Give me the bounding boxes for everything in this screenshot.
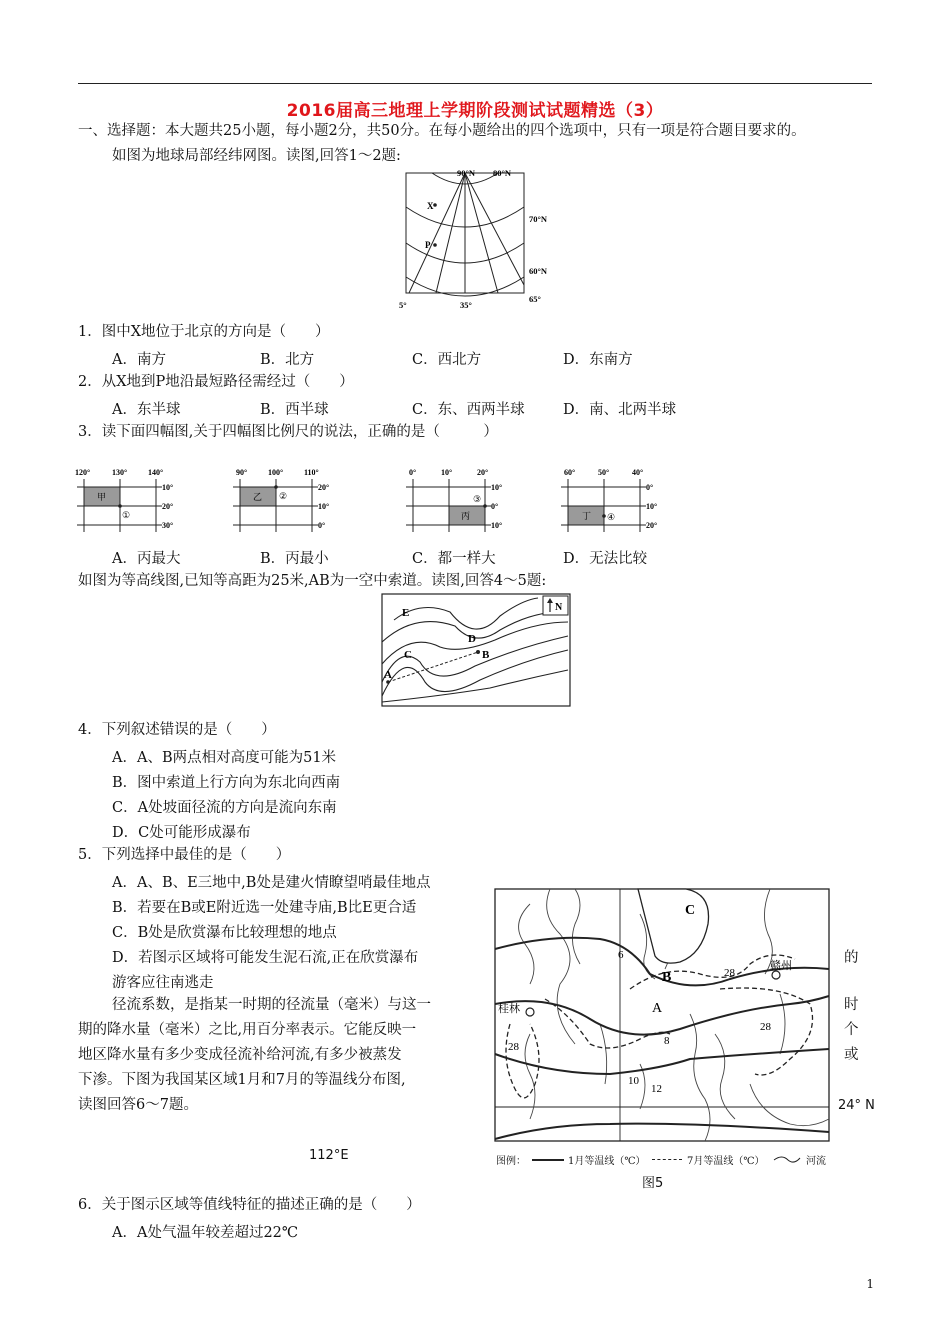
isotherm-28-east: 28 (724, 967, 735, 979)
svg-text:0°: 0° (318, 521, 326, 530)
point-d: D (468, 633, 476, 645)
q3-option-c: C．都一样大 (412, 551, 496, 567)
svg-text:20°: 20° (477, 468, 489, 477)
para-line-5: 读图回答6～7题。 (78, 1097, 198, 1113)
q3-stem: 3．读下面四幅图,关于四幅图比例尺的说法，正确的是（ ） (78, 424, 498, 440)
contour-figure (380, 592, 575, 710)
isotherm-12: 12 (651, 1083, 662, 1095)
figure-legend: 图例： 1月等温线（℃） 7月等温线（℃） 河流 (496, 1152, 836, 1168)
q2-option-a: A．东半球 (112, 402, 181, 418)
grid-yi (228, 462, 348, 542)
svg-text:60°: 60° (564, 468, 576, 477)
north-label: N (555, 602, 563, 613)
q5-option-b: B．若要在B或E附近选一处建寺庙,B比E更合适 (112, 900, 417, 916)
ganzhou-label: 赣州 (770, 960, 792, 972)
svg-text:③: ③ (473, 494, 482, 504)
q5-option-c: C．B处是欣赏瀑布比较理想的地点 (112, 925, 337, 941)
label-60n: 60°N (529, 266, 548, 276)
label-65: 65° (529, 294, 541, 304)
svg-text:②: ② (279, 491, 288, 501)
svg-text:0°: 0° (491, 502, 499, 511)
graticule-figure (395, 165, 560, 315)
q2-option-b: B．西半球 (260, 402, 329, 418)
point-e: E (402, 607, 410, 619)
q3-option-b: B．丙最小 (260, 551, 329, 567)
q5-option-d-end: 的 (844, 950, 859, 966)
guilin-label: 桂林 (498, 1003, 520, 1015)
svg-text:30°: 30° (162, 521, 174, 530)
point-a-label: A (652, 1001, 663, 1016)
page-title: 2016届高三地理上学期阶段测试试题精选（3） (286, 101, 664, 121)
para-line-1: 径流系数，是指某一时期的径流量（毫米）与这一 (112, 997, 431, 1013)
para-line-2-end: 个 (844, 1022, 859, 1038)
figure-caption: 图5 (642, 1176, 664, 1191)
svg-text:140°: 140° (148, 468, 164, 477)
q1-stem: 1．图中X地位于北京的方向是（ ） (78, 324, 330, 340)
isotherm-8: 8 (664, 1035, 670, 1047)
legend-river-icon (772, 1152, 802, 1166)
q4-option-c: C．A处坡面径流的方向是流向东南 (112, 800, 337, 816)
isotherm-figure (490, 884, 835, 1144)
svg-text:10°: 10° (646, 502, 658, 511)
svg-text:10°: 10° (491, 521, 503, 530)
q5-option-d: D．若图示区域将可能发生泥石流,正在欣赏瀑布 (112, 950, 419, 966)
isotherm-28-southeast: 28 (760, 1021, 771, 1033)
grid-yi-cell: 乙 (253, 492, 263, 502)
para-line-3: 地区降水量有多少变成径流补给河流,有多少被蒸发 (78, 1047, 402, 1063)
svg-text:130°: 130° (112, 468, 128, 477)
q3-option-a: A．丙最大 (112, 551, 181, 567)
svg-text:10°: 10° (441, 468, 453, 477)
svg-text:10°: 10° (491, 483, 503, 492)
grid-jia-cell: 甲 (97, 492, 107, 502)
svg-text:①: ① (122, 510, 131, 520)
point-c: C (404, 649, 412, 661)
intro-q4-5: 如图为等高线图,已知等高距为25米,AB为一空中索道。读图,回答4～5题: (78, 573, 547, 589)
q5-option-d-cont: 游客应往南逃走 (112, 975, 214, 991)
intro-q1-2: 如图为地球局部经纬网图。读图,回答1～2题: (112, 148, 401, 164)
q5-option-a: A．A、B、E三地中,B处是建火情瞭望哨最佳地点 (112, 875, 431, 891)
header-rule (78, 83, 872, 84)
label-5: 5° (399, 300, 407, 310)
para-line-1-end: 时 (844, 997, 859, 1013)
q6-stem: 6．关于图示区域等值线特征的描述正确的是（ ） (78, 1197, 421, 1213)
region-c-label: C (685, 903, 696, 918)
grid-ding-cell: 丁 (582, 511, 592, 521)
isotherm-6: 6 (618, 949, 624, 961)
svg-text:20°: 20° (318, 483, 330, 492)
q1-option-b: B．北方 (260, 352, 315, 368)
section-heading: 一、选择题：本大题共25小题，每小题2分，共50分。在每小题给出的四个选项中，只有一项是符合题目要求的。 (78, 123, 806, 139)
label-80n: 80°N (493, 168, 512, 178)
svg-text:0°: 0° (646, 483, 654, 492)
para-line-4: 下渗。下图为我国某区域1月和7月的等温线分布图, (78, 1072, 406, 1088)
svg-text:90°: 90° (236, 468, 248, 477)
point-a: A (384, 669, 392, 681)
page-number: 1 (866, 1277, 874, 1291)
svg-text:110°: 110° (304, 468, 319, 477)
q4-option-a: A．A、B两点相对高度可能为51米 (112, 750, 337, 766)
para-line-3-end: 或 (844, 1047, 859, 1063)
grid-bing (401, 462, 521, 542)
longitude-label: 112°E (309, 1148, 349, 1163)
svg-text:④: ④ (607, 512, 616, 522)
grid-ding (556, 462, 676, 542)
svg-text:10°: 10° (318, 502, 330, 511)
label-70n: 70°N (529, 214, 548, 224)
legend-jul-line (652, 1159, 682, 1160)
svg-text:20°: 20° (162, 502, 174, 511)
q2-option-d: D．南、北两半球 (563, 402, 677, 418)
q6-option-a: A．A处气温年较差超过22℃ (112, 1225, 299, 1241)
label-90n: 90°N (457, 168, 476, 178)
svg-text:20°: 20° (646, 521, 658, 530)
q1-option-d: D．东南方 (563, 352, 633, 368)
q4-stem: 4．下列叙述错误的是（ ） (78, 722, 276, 738)
svg-text:40°: 40° (632, 468, 644, 477)
q1-option-c: C．西北方 (412, 352, 482, 368)
svg-text:10°: 10° (162, 483, 174, 492)
grid-bing-cell: 丙 (461, 511, 471, 521)
q2-option-c: C．东、西两半球 (412, 402, 525, 418)
label-x: X (427, 201, 434, 211)
isotherm-28-west: 28 (508, 1041, 519, 1053)
q1-option-a: A．南方 (112, 352, 166, 368)
grid-jia (72, 462, 192, 542)
label-35: 35° (460, 300, 472, 310)
svg-text:0°: 0° (409, 468, 417, 477)
legend-jan-line (532, 1159, 564, 1161)
latitude-label: 24° N (838, 1098, 875, 1113)
svg-text:50°: 50° (598, 468, 610, 477)
q5-stem: 5．下列选择中最佳的是（ ） (78, 847, 291, 863)
svg-text:120°: 120° (75, 468, 91, 477)
q2-stem: 2．从X地到P地沿最短路径需经过（ ） (78, 374, 354, 390)
point-b: B (482, 649, 490, 661)
point-b-label: B (662, 970, 672, 985)
label-p: P (425, 240, 431, 250)
q4-option-b: B．图中索道上行方向为东北向西南 (112, 775, 341, 791)
q4-option-d: D．C处可能形成瀑布 (112, 825, 251, 841)
isotherm-10: 10 (628, 1075, 639, 1087)
svg-text:100°: 100° (268, 468, 284, 477)
q3-option-d: D．无法比较 (563, 551, 648, 567)
para-line-2: 期的降水量（毫米）之比,用百分率表示。它能反映一 (78, 1022, 417, 1038)
